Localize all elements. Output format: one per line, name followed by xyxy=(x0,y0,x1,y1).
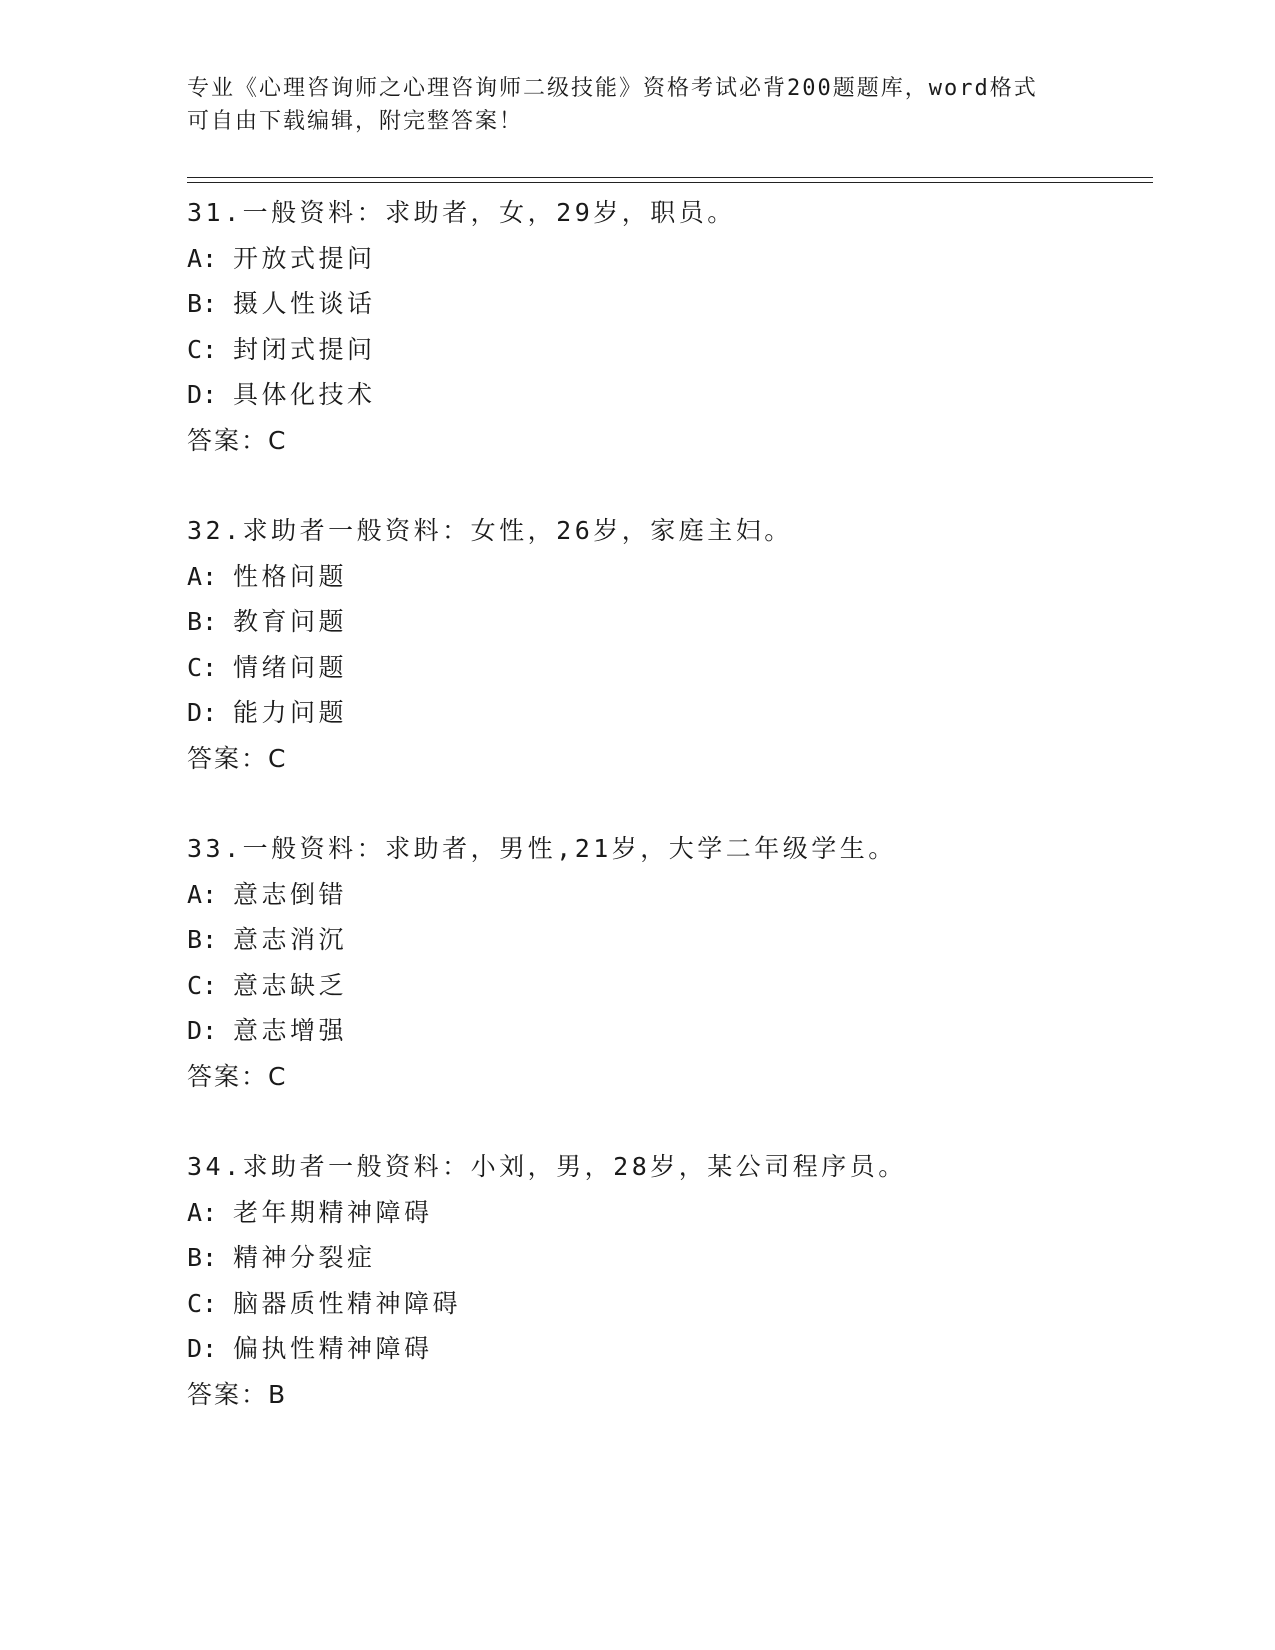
option-c xyxy=(187,327,1147,373)
option-a xyxy=(187,554,1147,600)
option-text: 具体化技术 xyxy=(233,380,376,409)
question-33 xyxy=(187,826,1147,1144)
option-d xyxy=(187,1008,1147,1054)
option-d xyxy=(187,1326,1147,1372)
option-text: 意志增强 xyxy=(233,1016,348,1045)
question-stem: 33.一般资料：求助者，男性,21岁，大学二年级学生。 xyxy=(187,834,897,863)
answer-line: 答案：C xyxy=(187,1061,288,1091)
option-text: 意志消沉 xyxy=(233,925,348,954)
option-text: 性格问题 xyxy=(233,561,348,591)
question-stem: 32.求助者一般资料：女性，26岁，家庭主妇。 xyxy=(187,516,793,545)
option-text: 老年期精神障碍 xyxy=(233,1197,433,1227)
option-a xyxy=(187,1190,1147,1236)
header-line-1: 专业《心理咨询师之心理咨询师二级技能》资格考试必背200题题库，word格式 xyxy=(187,76,1038,101)
option-text: 摄人性谈话 xyxy=(233,289,376,318)
answer-line: 答案：C xyxy=(187,425,288,455)
option-letter: C: xyxy=(187,652,218,682)
option-c xyxy=(187,645,1147,691)
question-list xyxy=(187,190,1147,1462)
answer-line: 答案：B xyxy=(187,1379,288,1409)
question-32 xyxy=(187,508,1147,826)
option-d xyxy=(187,690,1147,736)
option-letter: A: xyxy=(187,243,218,273)
option-d xyxy=(187,372,1147,418)
option-letter: B: xyxy=(187,1243,218,1272)
option-letter: D: xyxy=(187,380,218,409)
option-text: 意志倒错 xyxy=(233,879,348,909)
option-text: 情绪问题 xyxy=(233,652,348,682)
option-b xyxy=(187,599,1147,645)
option-text: 能力问题 xyxy=(233,698,348,727)
option-letter: C: xyxy=(187,334,218,364)
option-c xyxy=(187,1281,1147,1327)
option-text: 精神分裂症 xyxy=(233,1243,376,1272)
question-stem: 31.一般资料：求助者，女，29岁，职员。 xyxy=(187,198,736,227)
option-text: 意志缺乏 xyxy=(233,970,348,1000)
option-letter: B: xyxy=(187,925,218,954)
option-b xyxy=(187,1235,1147,1281)
option-letter: C: xyxy=(187,1288,218,1318)
option-a xyxy=(187,872,1147,918)
document-header xyxy=(187,72,1067,138)
answer-line: 答案：C xyxy=(187,743,288,773)
option-letter: C: xyxy=(187,970,218,1000)
option-letter: D: xyxy=(187,698,218,727)
question-stem: 34.求助者一般资料：小刘，男，28岁，某公司程序员。 xyxy=(187,1152,907,1181)
option-letter: D: xyxy=(187,1334,218,1363)
option-letter: D: xyxy=(187,1016,218,1045)
question-34 xyxy=(187,1144,1147,1462)
header-divider-bottom xyxy=(187,182,1153,183)
question-31 xyxy=(187,190,1147,508)
option-a xyxy=(187,236,1147,282)
option-letter: A: xyxy=(187,1197,218,1227)
option-b xyxy=(187,281,1147,327)
header-line-2: 可自由下载编辑，附完整答案！ xyxy=(187,109,524,134)
option-text: 教育问题 xyxy=(233,607,348,636)
option-letter: A: xyxy=(187,879,218,909)
option-text: 偏执性精神障碍 xyxy=(233,1334,433,1363)
option-text: 脑器质性精神障碍 xyxy=(233,1288,462,1318)
option-text: 开放式提问 xyxy=(233,243,376,273)
option-letter: B: xyxy=(187,289,218,318)
option-c xyxy=(187,963,1147,1009)
header-divider-top xyxy=(187,177,1153,178)
option-text: 封闭式提问 xyxy=(233,334,376,364)
option-letter: B: xyxy=(187,607,218,636)
option-letter: A: xyxy=(187,561,218,591)
option-b xyxy=(187,917,1147,963)
